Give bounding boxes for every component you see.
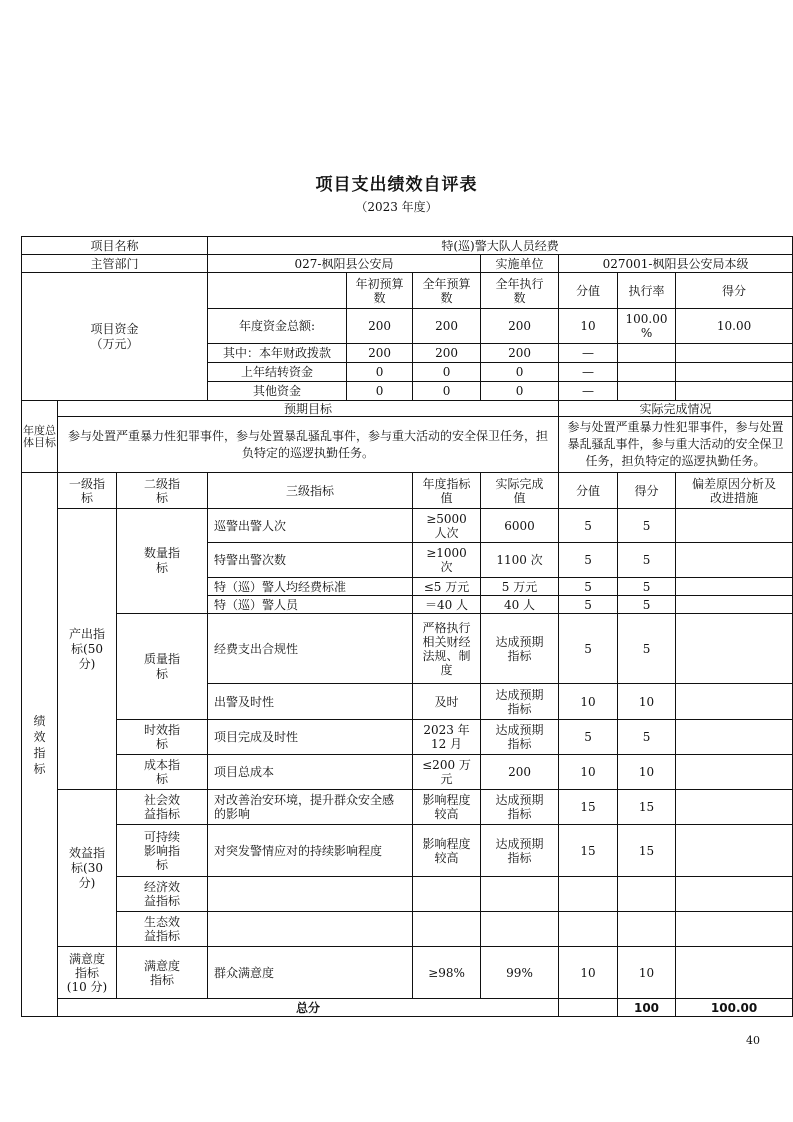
- indicator-target: ≥5000 人次: [413, 509, 481, 543]
- goals-actual-header: 实际完成情况: [559, 401, 793, 417]
- cost-indicator-label: 成本指 标: [117, 755, 208, 790]
- indicator-name: 项目完成及时性: [208, 720, 413, 755]
- indicator-score: 10: [618, 684, 676, 720]
- indicator-reason: [676, 614, 793, 684]
- indicator-reason: [676, 825, 793, 877]
- funds-row-score: [676, 363, 793, 382]
- indicator-weight: [559, 877, 618, 912]
- funds-row-executed: 200: [481, 344, 559, 363]
- indicator-actual: 5 万元: [481, 578, 559, 596]
- indicator-score: [618, 877, 676, 912]
- indicator-score: 5: [618, 596, 676, 614]
- indicator-target: ≥1000 次: [413, 543, 481, 578]
- project-name-value: 特(巡)警大队人员经费: [208, 237, 793, 255]
- funds-row-weight: —: [559, 363, 618, 382]
- funds-header-initial: 年初预算 数: [347, 273, 413, 309]
- funds-row-annual: 0: [413, 363, 481, 382]
- funds-row-score: [676, 344, 793, 363]
- total-weight: 100: [618, 999, 676, 1017]
- funds-row-label: 其他资金: [208, 382, 347, 401]
- funds-row-rate: [618, 382, 676, 401]
- indicator-score: 15: [618, 825, 676, 877]
- funds-row-score: 10.00: [676, 309, 793, 344]
- indicator-actual: [481, 912, 559, 947]
- indicator-actual: 达成预期 指标: [481, 684, 559, 720]
- benefit-indicator-label: 效益指 标(30 分): [58, 790, 117, 947]
- dept-label: 主管部门: [22, 255, 208, 273]
- indicator-score: 10: [618, 947, 676, 999]
- indicator-weight: 10: [559, 684, 618, 720]
- funds-row-initial: 0: [347, 363, 413, 382]
- indicator-actual: 达成预期 指标: [481, 790, 559, 825]
- indicator-name: 特（巡）警人均经费标准: [208, 578, 413, 596]
- funds-row-weight: 10: [559, 309, 618, 344]
- ecological-benefit-label: 生态效 益指标: [117, 912, 208, 947]
- indicator-actual: 1100 次: [481, 543, 559, 578]
- header-actual: 实际完成 值: [481, 473, 559, 509]
- header-target: 年度指标 值: [413, 473, 481, 509]
- indicator-weight: 5: [559, 596, 618, 614]
- indicator-target: 严格执行 相关财经 法规、制 度: [413, 614, 481, 684]
- indicator-reason: [676, 578, 793, 596]
- indicator-score: 5: [618, 509, 676, 543]
- indicator-reason: [676, 755, 793, 790]
- sustainable-benefit-label: 可持续 影响指 标: [117, 825, 208, 877]
- indicator-actual: 40 人: [481, 596, 559, 614]
- funds-row-executed: 0: [481, 382, 559, 401]
- indicator-target: [413, 912, 481, 947]
- funds-row-executed: 200: [481, 309, 559, 344]
- indicator-actual: 200: [481, 755, 559, 790]
- indicator-reason: [676, 912, 793, 947]
- indicator-target: ≤200 万 元: [413, 755, 481, 790]
- indicator-actual: 6000: [481, 509, 559, 543]
- funds-row-label: 年度资金总额:: [208, 309, 347, 344]
- funds-header-score: 得分: [676, 273, 793, 309]
- indicator-name: [208, 912, 413, 947]
- indicator-name: 特（巡）警人员: [208, 596, 413, 614]
- indicator-score: 15: [618, 790, 676, 825]
- indicator-weight: 5: [559, 543, 618, 578]
- indicator-target: 及时: [413, 684, 481, 720]
- indicator-actual: 达成预期 指标: [481, 614, 559, 684]
- dept-value: 027-枫阳县公安局: [208, 255, 481, 273]
- funds-row-annual: 0: [413, 382, 481, 401]
- indicator-target: ≤5 万元: [413, 578, 481, 596]
- indicator-target: [413, 877, 481, 912]
- indicator-reason: [676, 543, 793, 578]
- indicator-weight: 5: [559, 720, 618, 755]
- unit-value: 027001-枫阳县公安局本级: [559, 255, 793, 273]
- funds-row-weight: —: [559, 344, 618, 363]
- goals-actual-text: 参与处置严重暴力性犯罪事件，参与处置暴乱骚乱事件，参与重大活动的安全保卫任务，担负特定的巡逻执勤任务。: [559, 417, 793, 473]
- indicator-name: 项目总成本: [208, 755, 413, 790]
- indicator-reason: [676, 509, 793, 543]
- indicator-weight: 5: [559, 509, 618, 543]
- total-blank: [559, 999, 618, 1017]
- indicator-actual: 99%: [481, 947, 559, 999]
- header-level2: 二级指 标: [117, 473, 208, 509]
- funds-row-annual: 200: [413, 344, 481, 363]
- funds-row-rate: 100.00 %: [618, 309, 676, 344]
- indicator-name: 群众满意度: [208, 947, 413, 999]
- funds-row-annual: 200: [413, 309, 481, 344]
- quantity-indicator-label: 数量指 标: [117, 509, 208, 614]
- satisfaction-sub-label: 满意度 指标: [117, 947, 208, 999]
- indicator-weight: 10: [559, 755, 618, 790]
- indicator-reason: [676, 684, 793, 720]
- timeliness-indicator-label: 时效指 标: [117, 720, 208, 755]
- unit-label: 实施单位: [481, 255, 559, 273]
- indicator-score: 5: [618, 543, 676, 578]
- indicator-weight: 5: [559, 578, 618, 596]
- indicator-target: 影响程度 较高: [413, 790, 481, 825]
- funds-row-label: 其中：本年财政拨款: [208, 344, 347, 363]
- indicator-name: 特警出警次数: [208, 543, 413, 578]
- funds-row-score: [676, 382, 793, 401]
- indicator-name: 经费支出合规性: [208, 614, 413, 684]
- indicator-score: 5: [618, 720, 676, 755]
- header-level3: 三级指标: [208, 473, 413, 509]
- indicator-target: ≥98%: [413, 947, 481, 999]
- indicator-weight: 15: [559, 790, 618, 825]
- indicator-weight: 5: [559, 614, 618, 684]
- goals-expected-text: 参与处置严重暴力性犯罪事件，参与处置暴乱骚乱事件，参与重大活动的安全保卫任务，担负特定的巡逻执勤任务。: [58, 417, 559, 473]
- economic-benefit-label: 经济效 益指标: [117, 877, 208, 912]
- goals-side-label: 年度总体目标: [22, 401, 58, 473]
- funds-header-weight: 分值: [559, 273, 618, 309]
- indicators-side-label: 绩效指标: [22, 473, 58, 1017]
- evaluation-table: [21, 236, 793, 1017]
- page-number: 40: [746, 1034, 760, 1047]
- funds-row-label: 上年结转资金: [208, 363, 347, 382]
- funds-row-initial: 200: [347, 309, 413, 344]
- indicator-score: 5: [618, 614, 676, 684]
- funds-header-annual: 全年预算 数: [413, 273, 481, 309]
- indicator-reason: [676, 877, 793, 912]
- indicator-target: ＝40 人: [413, 596, 481, 614]
- indicator-name: 对改善治安环境，提升群众安全感 的影响: [208, 790, 413, 825]
- funds-row-rate: [618, 363, 676, 382]
- indicator-score: 10: [618, 755, 676, 790]
- header-score: 得分: [618, 473, 676, 509]
- indicator-target: 影响程度 较高: [413, 825, 481, 877]
- project-name-label: 项目名称: [22, 237, 208, 255]
- indicator-actual: 达成预期 指标: [481, 720, 559, 755]
- indicator-name: 出警及时性: [208, 684, 413, 720]
- funds-header-blank: [208, 273, 347, 309]
- indicator-score: [618, 912, 676, 947]
- indicator-actual: [481, 877, 559, 912]
- quality-indicator-label: 质量指 标: [117, 614, 208, 720]
- funds-row-rate: [618, 344, 676, 363]
- indicator-reason: [676, 720, 793, 755]
- funds-row-initial: 0: [347, 382, 413, 401]
- funds-header-rate: 执行率: [618, 273, 676, 309]
- indicator-reason: [676, 790, 793, 825]
- output-indicator-label: 产出指 标(50 分): [58, 509, 117, 790]
- indicator-target: 2023 年 12 月: [413, 720, 481, 755]
- page-subtitle: （2023 年度）: [355, 200, 438, 214]
- header-reason: 偏差原因分析及 改进措施: [676, 473, 793, 509]
- total-label: 总分: [58, 999, 559, 1017]
- indicator-reason: [676, 947, 793, 999]
- indicator-name: 巡警出警人次: [208, 509, 413, 543]
- total-score: 100.00: [676, 999, 793, 1017]
- indicator-weight: [559, 912, 618, 947]
- header-level1: 一级指 标: [58, 473, 117, 509]
- header-weight: 分值: [559, 473, 618, 509]
- funds-row-executed: 0: [481, 363, 559, 382]
- indicator-name: [208, 877, 413, 912]
- indicator-name: 对突发警情应对的持续影响程度: [208, 825, 413, 877]
- goals-expected-header: 预期目标: [58, 401, 559, 417]
- funds-header-executed: 全年执行 数: [481, 273, 559, 309]
- indicator-weight: 10: [559, 947, 618, 999]
- indicator-reason: [676, 596, 793, 614]
- funds-label: 项目资金 （万元）: [22, 273, 208, 401]
- page-title: 项目支出绩效自评表: [315, 175, 478, 195]
- indicator-actual: 达成预期 指标: [481, 825, 559, 877]
- funds-row-initial: 200: [347, 344, 413, 363]
- indicator-score: 5: [618, 578, 676, 596]
- indicator-weight: 15: [559, 825, 618, 877]
- funds-row-weight: —: [559, 382, 618, 401]
- social-benefit-label: 社会效 益指标: [117, 790, 208, 825]
- satisfaction-indicator-label: 满意度 指标 (10 分): [58, 947, 117, 999]
